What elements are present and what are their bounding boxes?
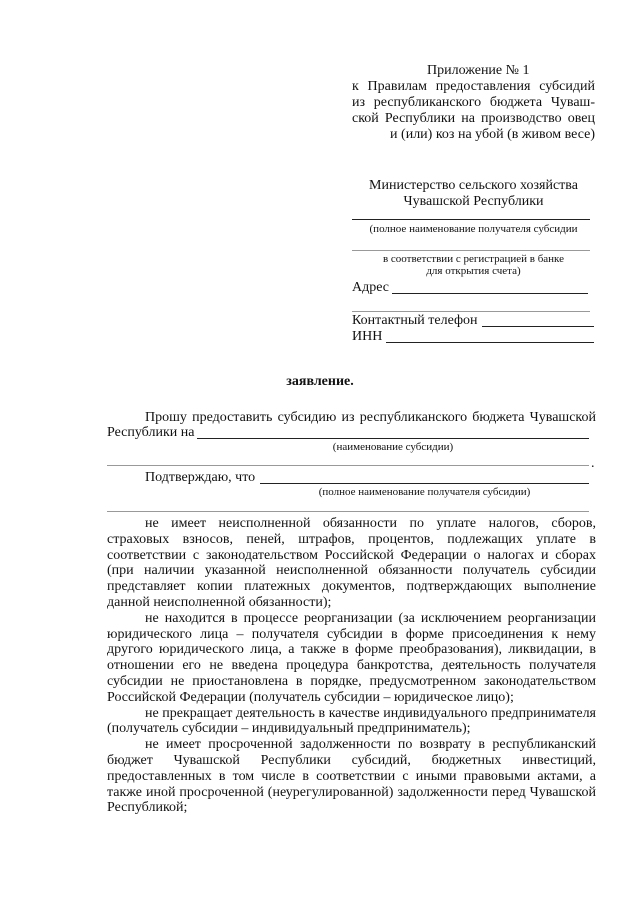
subsidy-name-caption: (наименование субсидии) bbox=[332, 441, 454, 453]
phone-field[interactable] bbox=[482, 326, 594, 327]
address-field-line-2[interactable] bbox=[352, 311, 590, 312]
line-end-period: . bbox=[591, 456, 595, 471]
appendix-text-line-4: и (или) коз на убой (в живом весе) bbox=[390, 127, 595, 142]
appendix-text-line-1: к Правилам предоставления субсидий bbox=[352, 79, 595, 94]
request-line-1: Прошу предоставить субсидию из республиканского бюджета Чувашской bbox=[145, 410, 596, 425]
subsidy-name-field-line-2[interactable] bbox=[107, 465, 589, 466]
bank-registration-caption-2: для открытия счета) bbox=[426, 265, 521, 277]
ministry-name-line-1: Министерство сельского хозяйства bbox=[369, 178, 578, 193]
confirm-recipient-caption: (полное наименование получателя субсидии) bbox=[318, 486, 531, 498]
ministry-name-line-2: Чувашской Республики bbox=[403, 194, 544, 209]
condition-item-4: не имеет просроченной задолженности по возврату в республиканский бюджет Чувашской Республики субсидий, бюджетных инвестиций, предоставленных в том числе в соответствии с иными правовыми актами, а также иной просроченной (неурегулированной) задолженности перед Чувашской Республикой; bbox=[107, 737, 596, 816]
address-label: Адрес bbox=[352, 280, 390, 295]
condition-item-2: не находится в процессе реорганизации (за исключением реорганизации юридического лица – получателя субсидии в форме присоединения к нему другого юридического лица, а также в форме преобразования), ликвидации, в отношении его не введена процедура банкротства, деятельность получателя субсидии не приостановлена в порядке, предусмотренном законодательством Российской Федерации (получатель субсидии – юридическое лицо); bbox=[107, 610, 596, 705]
appendix-text-line-2: из республиканского бюджета Чуваш- bbox=[352, 95, 595, 110]
conditions-list bbox=[107, 516, 596, 816]
inn-label: ИНН bbox=[352, 329, 383, 344]
confirm-label: Подтверждаю, что bbox=[145, 470, 256, 485]
inn-field[interactable] bbox=[386, 342, 594, 343]
appendix-text-line-3: ской Республики на производство овец bbox=[352, 111, 595, 126]
recipient-name-line-2[interactable] bbox=[352, 250, 590, 251]
document-heading: заявление. bbox=[286, 374, 354, 389]
address-field[interactable] bbox=[392, 293, 588, 294]
condition-item-3: не прекращает деятельность в качестве индивидуального предпринимателя (получатель субсидии – индивидуальный предприниматель); bbox=[107, 705, 596, 737]
phone-label: Контактный телефон bbox=[352, 313, 478, 328]
condition-item-1: не имеет неисполненной обязанности по уплате налогов, сборов, страховых взносов, пеней, штрафов, процентов, подлежащих уплате в соответствии с законодательством Российской Федерации о налогах и сборах (при наличии указанной неисполненной обязанности получатель субсидии представляет копии платежных документов, подтверждающих выполнение данной неисполненной обязанности); bbox=[107, 516, 596, 610]
recipient-name-caption: (полное наименование получателя субсидии bbox=[369, 223, 578, 235]
confirm-recipient-field[interactable] bbox=[260, 483, 589, 484]
confirm-recipient-field-line-2[interactable] bbox=[107, 511, 589, 512]
recipient-name-line[interactable] bbox=[352, 219, 590, 220]
appendix-number: Приложение № 1 bbox=[427, 63, 530, 78]
subsidy-name-field[interactable] bbox=[197, 438, 589, 439]
bank-registration-caption-1: в соответствии с регистрацией в банке bbox=[382, 253, 565, 265]
request-line-2: Республики на bbox=[107, 425, 195, 440]
